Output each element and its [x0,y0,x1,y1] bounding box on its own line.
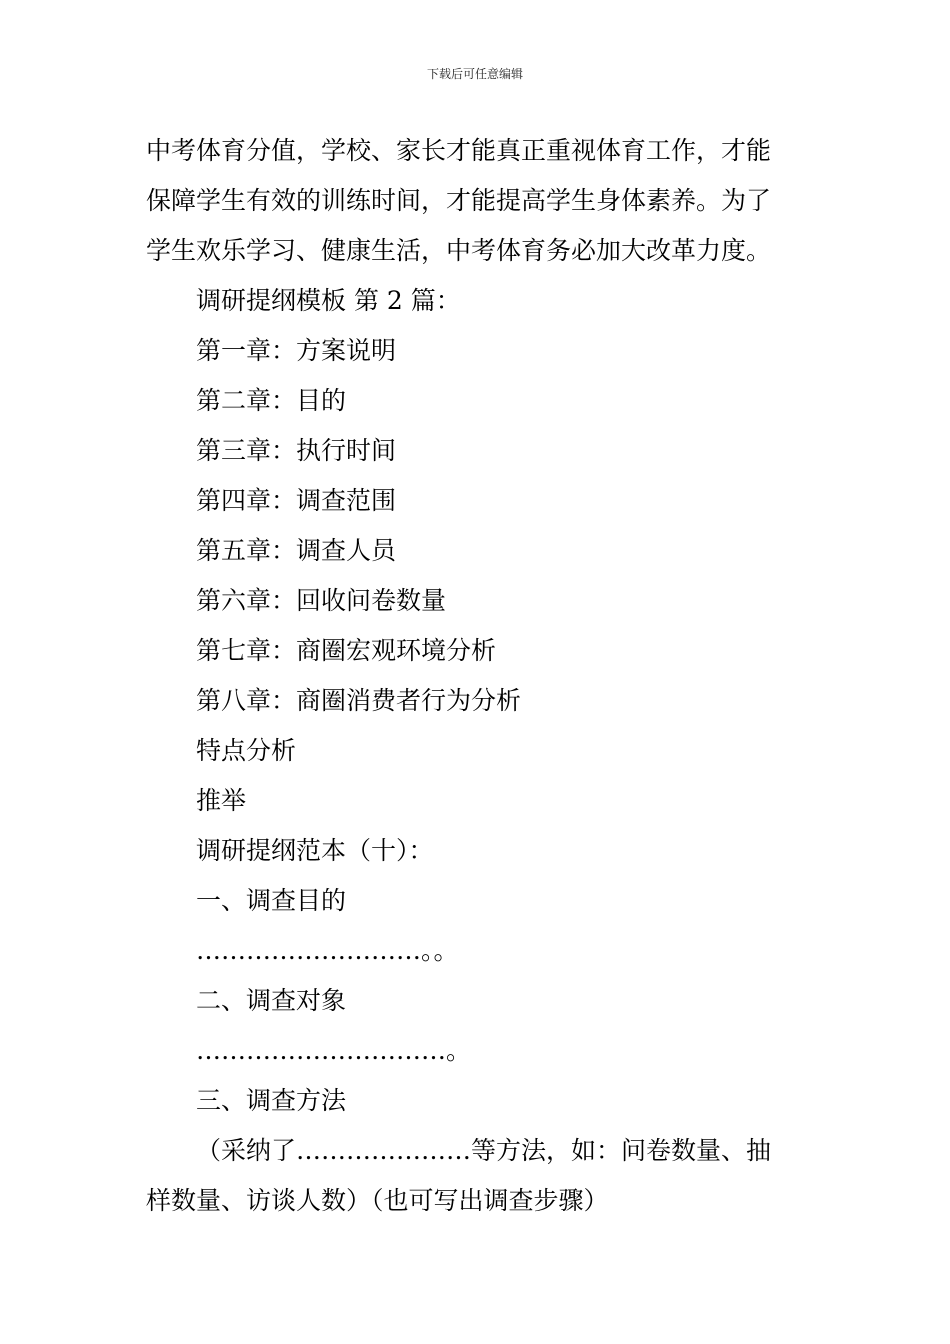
intro-paragraph-line-2: 保障学生有效的训练时间，才能提高学生身体素养。为了 [146,186,772,215]
intro-paragraph-line-1: 中考体育分值，学校、家长才能真正重视体育工作，才能 [146,136,772,165]
section-1-body: ………………………。。 [196,936,459,965]
section-3-title: 三、调查方法 [196,1086,347,1115]
chapter-item: 第四章：调查范围 [196,486,397,515]
section-1-title: 一、调查目的 [196,886,347,915]
intro-paragraph-line-3: 学生欢乐学习、健康生活，中考体育务必加大改革力度。 [146,236,772,265]
chapter-item: 第七章：商圈宏观环境分析 [196,636,497,665]
outline-title: 调研提纲模板 第 2 篇： [196,286,461,315]
chapter-item: 第五章：调查人员 [196,536,397,565]
chapter-item: 第八章：商圈消费者行为分析 [196,686,522,715]
chapter-item: 第三章：执行时间 [196,436,397,465]
section-3-line-1: （采纳了…………………等方法，如：问卷数量、抽 [196,1136,772,1165]
section-2-body: …………………………。 [196,1036,472,1065]
section-3-line-2: 样数量、访谈人数）（也可写出调查步骤） [146,1186,609,1215]
extra-item: 推举 [196,786,247,815]
chapter-item: 第六章：回收问卷数量 [196,586,447,615]
chapter-item: 第二章：目的 [196,386,347,415]
chapter-item: 第一章：方案说明 [196,336,397,365]
section-2-title: 二、调查对象 [196,986,347,1015]
document-body [146,126,806,1226]
extra-item: 特点分析 [196,736,297,765]
page-header: 下载后可任意编辑 [426,67,523,81]
sample-title: 调研提纲范本（十）： [196,836,434,865]
